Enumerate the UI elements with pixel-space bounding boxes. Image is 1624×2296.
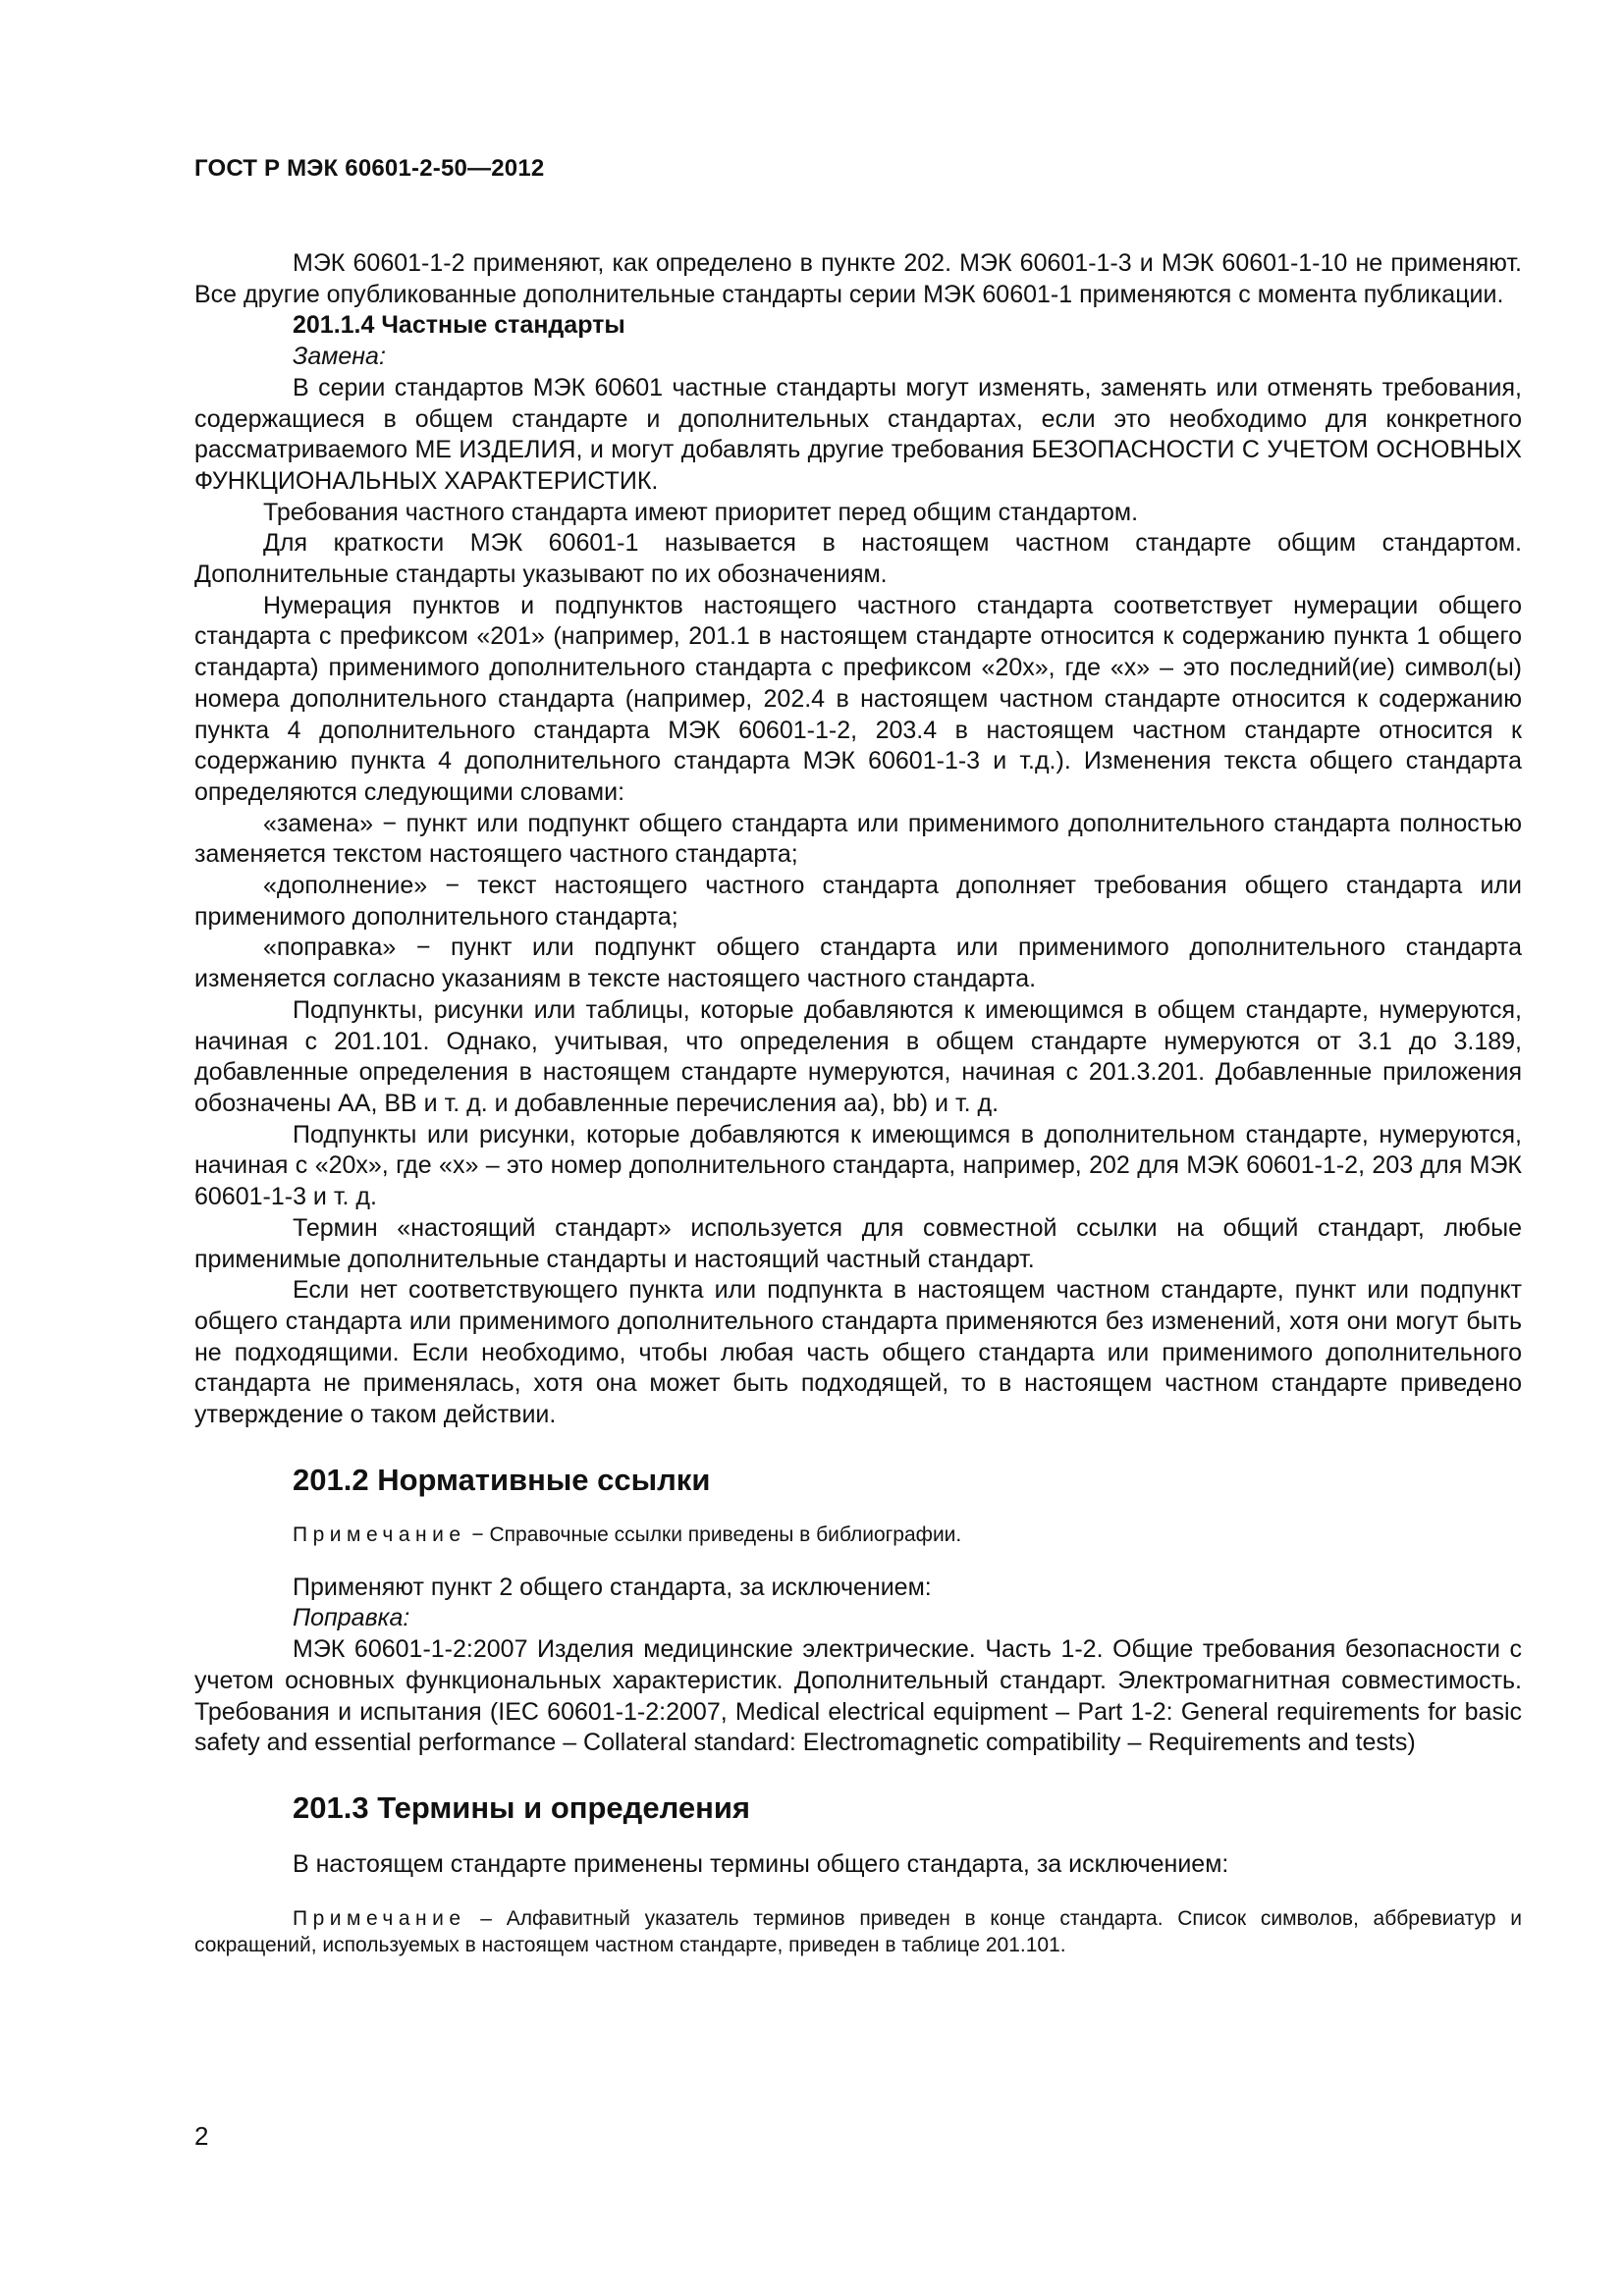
note-201-3 — [194, 1905, 1522, 1958]
paragraph: Если нет соответствующего пункта или подпункта в настоящем частном стандарте, пункт или подпункт общего стандарта или применимого дополнительного стандарта применяются без изменений, хотя они могут быть не подходящими. Если необходимо, чтобы любая часть общего стандарта или применимого дополнительного стандарта не применялась, хотя она может быть подходящей, то в настоящем частном стандарте приведено утверждение о таком действии. — [194, 1276, 1522, 1429]
note-text: − Справочные ссылки приведены в библиографии. — [465, 1522, 962, 1546]
applies-intro: Применяют пункт 2 общего стандарта, за исключением: — [293, 1573, 932, 1601]
normative-reference: МЭК 60601-1-2:2007 Изделия медицинские электрические. Часть 1-2. Общие требования безопасности с учетом основных функциональных характеристик. Дополнительный стандарт. Электромагнитная совместимость. Требования и испытания (IEC 60601-1-2:2007, Medical electrical equipment – Part 1-2: General requirements for basic safety and essential performance – Collateral standard: Electromagnetic compatibility – Requirements and tests) — [194, 1635, 1522, 1757]
section-heading-201-2: 201.2 Нормативные ссылки — [293, 1462, 711, 1497]
paragraph: «дополнение» − текст настоящего частного стандарта дополняет требования общего стандарта или применимого дополнительного стандарта; — [194, 872, 1522, 931]
paragraph: Термин «настоящий стандарт» используется для совместной ссылки на общий стандарт, любые применимые дополнительные стандарты и настоящий частный стандарт. — [194, 1213, 1522, 1273]
note-text: – Алфавитный указатель терминов приведен в конце стандарта. Список символов, аббревиатур и сокращений, используемых в настоящем частном стандарте, приведен в таблице 201.101. — [194, 1906, 1522, 1956]
paragraph: «поправка» − пункт или подпункт общего стандарта или применимого дополнительного стандарта изменяется согласно указаниям в тексте настоящего частного стандарта. — [194, 934, 1522, 993]
intro-paragraph: МЭК 60601-1-2 применяют, как определено в пункте 202. МЭК 60601-1-3 и МЭК 60601-1-10 не применяют. Все другие опубликованные дополнительные стандарты серии МЭК 60601-1 применяются с момента публикации. — [194, 249, 1522, 308]
amendment-label: Поправка: — [293, 1604, 410, 1632]
note-label: Примечание — [293, 1522, 466, 1546]
paragraph: Нумерация пунктов и подпунктов настоящего частного стандарта соответствует нумерации общего стандарта с префиксом «201» (например, 201.1 в настоящем стандарте относится к содержанию пункта 1 общего стандарта) применимого дополнительного стандарта с префиксом «20x», где «x» – это последний(ие) символ(ы) номера дополнительного стандарта (например, 202.4 в настоящем частном стандарте относится к содержанию пункта 4 дополнительного стандарта МЭК 60601-1-2, 203.4 в настоящем частном стандарте относится к содержанию пункта 4 дополнительного стандарта МЭК 60601-1-3 и т.д.). Изменения текста общего стандарта определяются следующими словами: — [194, 591, 1522, 806]
terms-intro: В настоящем стандарте применены термины общего стандарта, за исключением: — [293, 1849, 1229, 1878]
paragraph: В серии стандартов МЭК 60601 частные стандарты могут изменять, заменять или отменять требования, содержащиеся в общем стандарте и дополнительных стандартах, если это необходимо для конкретного рассматриваемого МЕ ИЗДЕЛИЯ, и могут добавлять другие требования БЕЗОПАСНОСТИ С УЧЕТОМ ОСНОВНЫХ ФУНКЦИОНАЛЬНЫХ ХАРАКТЕРИСТИК. — [194, 373, 1522, 495]
replacement-label: Замена: — [293, 343, 386, 371]
paragraph: Для краткости МЭК 60601-1 называется в настоящем частном стандарте общим стандартом. Дополнительные стандарты указывают по их обозначениям. — [194, 529, 1522, 589]
paragraph: Подпункты или рисунки, которые добавляются к имеющимся в дополнительном стандарте, нумеруются, начиная с «20x», где «x» – это номер дополнительного стандарта, например, 202 для МЭК 60601-1-2, 203 для МЭК 60601-1-3 и т. д. — [194, 1120, 1522, 1211]
paragraph: Требования частного стандарта имеют приоритет перед общим стандартом. — [263, 498, 1139, 526]
paragraph: «замена» − пункт или подпункт общего стандарта или применимого дополнительного стандарта полностью заменяется текстом настоящего частного стандарта; — [194, 809, 1522, 869]
note-label: Примечание — [293, 1906, 466, 1930]
section-heading-201-3: 201.3 Термины и определения — [293, 1789, 750, 1825]
document-body — [194, 248, 1522, 1958]
document-header-title: ГОСТ Р МЭК 60601-2-50—2012 — [194, 155, 545, 182]
page-number: 2 — [194, 2121, 209, 2151]
subsection-heading-201-1-4: 201.1.4 Частные стандарты — [293, 311, 625, 340]
note-201-2 — [194, 1522, 1522, 1548]
paragraph: Подпункты, рисунки или таблицы, которые добавляются к имеющимся в общем стандарте, нумеруются, начиная с 201.101. Однако, учитывая, что определения в общем стандарте нумеруются от 3.1 до 3.189, добавленные определения в настоящем стандарте нумеруются, начиная с 201.3.201. Добавленные приложения обозначены АА, ВВ и т. д. и добавленные перечисления aa), bb) и т. д. — [194, 995, 1522, 1117]
